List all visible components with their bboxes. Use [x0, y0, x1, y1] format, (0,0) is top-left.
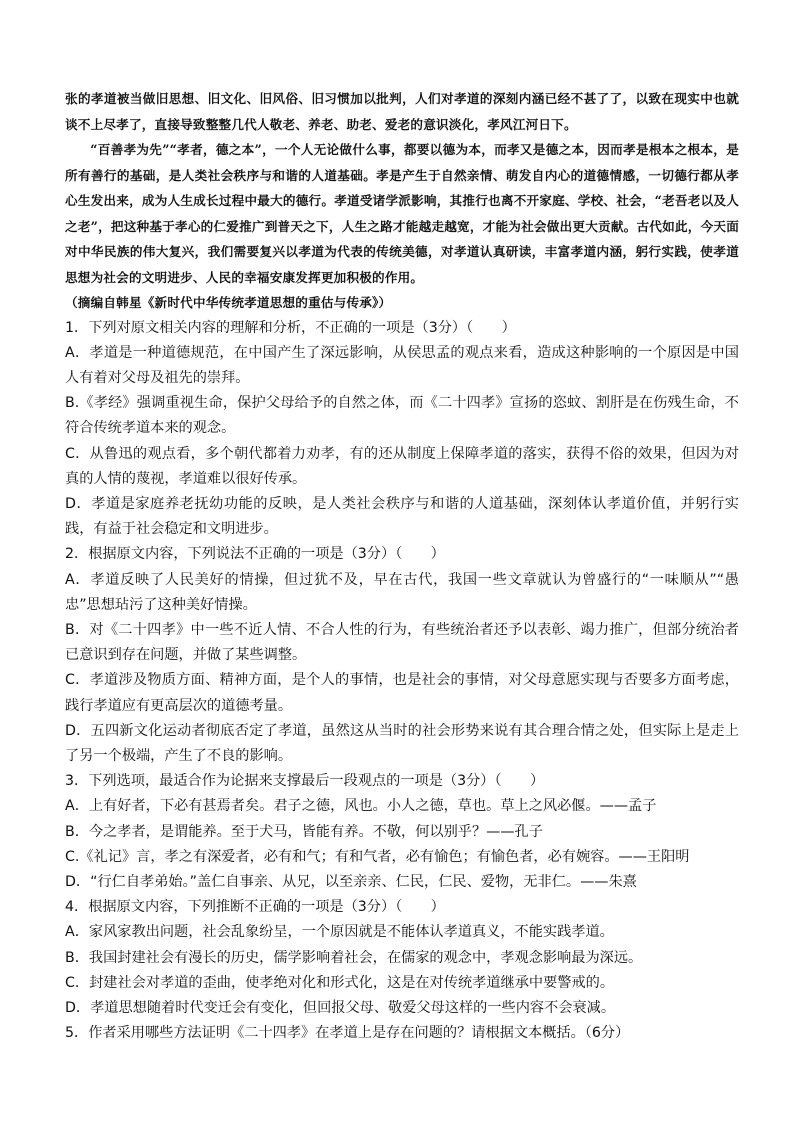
question-2-stem: 2．根据原文内容，下列说法不正确的一项是（3分）（ ） [65, 546, 445, 563]
passage-paragraph-1: 张的孝道被当做旧思想、旧文化、旧风俗、旧习惯加以批判，人们对孝道的深刻内涵已经不甚了了，以致在现实中也就谈不上尽孝了，直接导致整整几代人敬老、养老、助老、爱老的意识淡化，孝风江河日下。 [65, 91, 739, 132]
question-1-option-d: D．孝道是家庭养老抚幼功能的反映，是人类社会秩序与和谐的人道基础，深刻体认孝道价值，并躬行实践，有益于社会稳定和文明进步。 [65, 495, 739, 538]
question-1-option-a: A．孝道是一种道德规范，在中国产生了深远影响，从侯思孟的观点来看，造成这种影响的一个原因是中国人有着对父母及祖先的崇拜。 [65, 344, 739, 386]
question-4-option-d: D．孝道思想随着时代变迁会有变化，但回报父母、敬爱父母这样的一些内容不会衰减。 [65, 999, 616, 1016]
question-4-stem: 4．根据原文内容，下列推断不正确的一项是（3分）（ ） [65, 899, 445, 916]
question-5 [65, 1021, 739, 1046]
question-2 [65, 542, 739, 769]
question-2-option-a: A．孝道反映了人民美好的情操，但过犹不及，早在古代，我国一些文章就认为曾盛行的“一味顺从”“愚忠”思想玷污了这种美好情操。 [65, 571, 739, 613]
question-3-option-d: D．“行仁自孝弟始。”盖仁自事亲、从兄，以至亲亲、仁民，仁民、爱物，无非仁。——朱熹 [65, 873, 637, 890]
passage-source: （摘编自韩星《新时代中华传统孝道思想的重估与传承》） [65, 295, 392, 310]
question-3-stem: 3．下列选项，最适合作为论据来支撑最后一段观点的一项是（3分）（ ） [65, 773, 545, 790]
question-3-option-a: A．上有好者，下必有甚焉者矣。君子之德，风也。小人之德，草也。草上之风必偃。——孟子 [65, 798, 657, 815]
question-3-option-b: B．今之孝者，是谓能养。至于犬马，皆能有养。不敬，何以别乎？——孔子 [65, 823, 543, 840]
question-1-option-b: B.《孝经》强调重视生命，保护父母给予的自然之体，而《二十四孝》宣扬的恣蚊、割肝是在伤残生命，不符合传统孝道本来的观念。 [65, 395, 739, 437]
question-3-option-c: C.《礼记》言，孝之有深爱者，必有和气；有和气者，必有愉色；有愉色者，必有婉容。——王阳明 [65, 848, 690, 865]
question-2-option-c: C．孝道涉及物质方面、精神方面，是个人的事情，也是社会的事情，对父母意愿实现与否要多方面考虑，践行孝道应有更高层次的道德考量。 [65, 672, 739, 714]
question-1-stem: 1．下列对原文相关内容的理解和分析，不正确的一项是（3分）（ ） [65, 319, 516, 336]
question-4-option-b: B．我国封建社会有漫长的历史，儒学影响着社会，在儒家的观念中，孝观念影响最为深远。 [65, 949, 643, 966]
question-4-option-c: C．封建社会对孝道的歪曲，使孝绝对化和形式化，这是在对传统孝道继承中要警戒的。 [65, 974, 615, 991]
reading-passage [65, 86, 739, 316]
question-1-option-c: C．从鲁迅的观点看，多个朝代都着力劝孝，有的还从制度上保障孝道的落实，获得不俗的效果，但因为对真的人情的蔑视，孝道难以很好传承。 [65, 445, 739, 487]
question-2-option-b: B．对《二十四孝》中一些不近人情、不合人性的行为，有些统治者还予以表彰、竭力推广，但部分统治者已意识到存在问题，并做了某些调整。 [65, 621, 739, 664]
passage-paragraph-2: “百善孝为先”“孝者，德之本”，一个人无论做什么事，都要以德为本，而孝又是德之本，因而孝是根本之根本，是所有善行的基础，是人类社会秩序与和谐的人道基础。孝是产生于自然亲情、萌发自内心的道德情感，一切德行都从孝心生发出来，成为人生成长过程中最大的德行。孝道受诸学派影响，其推行也离不开家庭、学校、社会，“老吾老以及人之老”，把这种基于孝心的仁爱推广到普天之下，人生之路才能越走越宽，才能为社会做出更大贡献。古代如此，今天面对中华民族的伟大复兴，我们需要复兴以孝道为代表的传统美德，对孝道认真研读，丰富孝道内涵，躬行实践，使孝道思想为社会的文明进步、人民的幸福安康发挥更加积极的作用。 [65, 142, 739, 285]
question-3 [65, 769, 739, 895]
question-5-stem: 5．作者采用哪些方法证明《二十四孝》在孝道上是存在问题的？请根据文本概括。（6分） [65, 1025, 630, 1042]
question-4-option-a: A．家风家教出问题，社会乱象纷呈，一个原因就是不能体认孝道真义，不能实践孝道。 [65, 924, 614, 941]
question-1 [65, 316, 739, 543]
question-4 [65, 895, 739, 1021]
question-2-option-d: D．五四新文化运动者彻底否定了孝道，虽然这从当时的社会形势来说有其合理合情之处，但实际上是走上了另一个极端，产生了不良的影响。 [65, 722, 739, 764]
